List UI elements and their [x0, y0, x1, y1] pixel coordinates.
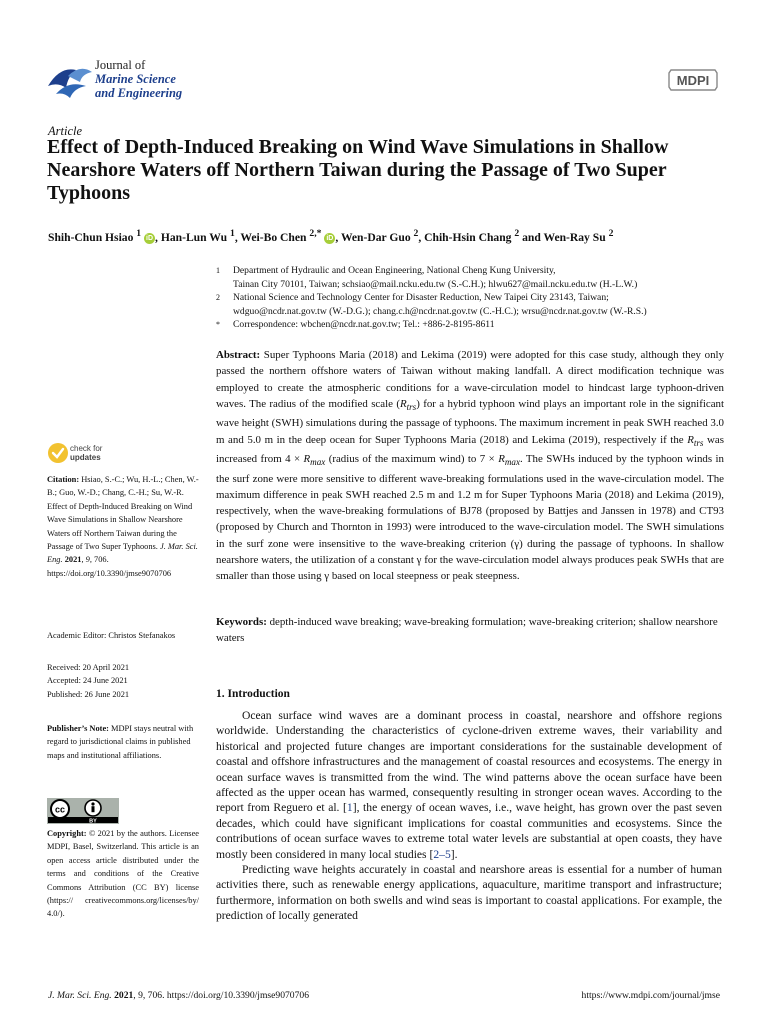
citation-block: Citation: Hsiao, S.-C.; Wu, H.-L.; Chen, W.-B.; Guo, W.-D.; Chang, C.-H.; Su, W.-R. Effect of Depth-Induced Breaking on Wind Wave Simulations in Shallow Nearshore Waters off Northern Taiwan during the Passage of Two Super Typhoons. J. Mar. Sci. Eng. 2021, 9, 706. https://doi.org/10.3390/jmse9070706	[47, 475, 199, 578]
abstract-text-1: Super Typhoons Maria (2018) and Lekima (2019) were adopted for this case study, although they only passed the northern offshore waters of Taiwan without making landfall. A direct modification technique was employed to create the atmospheric conditions for a wave-circulation model to hindcast large typhoon-driven waves. The radius of the modified scale (	[216, 349, 724, 410]
abstract	[216, 347, 724, 585]
affiliation-line	[216, 264, 726, 278]
intro-paragraph-1	[216, 708, 722, 862]
keywords	[216, 614, 724, 646]
affiliation-marker: *	[216, 320, 220, 330]
introduction-body	[216, 708, 722, 924]
citation-text: Hsiao, S.-C.; Wu, H.-L.; Chen, W.-B.; Guo, W.-D.; Chang, C.-H.; Su, W.-R. Effect of Depth-Induced Breaking on Wind Wave Simulations in Shallow Nearshore Waters off Northern Taiwan during the Passage of Two Super Typhoons.	[47, 475, 199, 552]
author-list: Shih-Chun Hsiao $^1$ iD , Han-Lun Wu $^1$, Wei-Bo Chen $^{2,*}$ iD , Wen-Dar Guo $^2$, Chih-Hsin Chang $^2$ and Wen-Ray Su $^2$	[48, 228, 614, 244]
journal-name-line2: Marine Science	[95, 72, 176, 86]
article-title: Effect of Depth-Induced Breaking on Wind Wave Simulations in Shallow Nearshore Waters off Northern Taiwan during the Passage of Two Super Typhoons	[47, 136, 669, 204]
received-date: Received: 20 April 2021	[47, 663, 130, 672]
publisher-note-text: MDPI stays neutral with regard to jurisdictional claims in published maps and institutional affiliations.	[47, 724, 194, 760]
author-name: Chih-Hsin Chang	[424, 230, 515, 244]
affiliation-marker: 2	[216, 293, 220, 303]
citation-label: Citation:	[47, 475, 80, 484]
article-type: Article	[48, 124, 83, 138]
cc-by-text: BY	[89, 818, 97, 824]
affiliation-line	[216, 318, 726, 332]
citation-link-1[interactable]: 1	[346, 801, 353, 815]
citation-link-2-5[interactable]: 2–5	[433, 847, 451, 861]
affiliation-line	[216, 278, 726, 292]
rrs-subscript: trs	[406, 402, 417, 413]
footer-journal: J. Mar. Sci. Eng.	[48, 990, 112, 1001]
affiliation-text: wdguo@ncdr.nat.gov.tw (W.-D.G.); chang.c.h@ncdr.nat.gov.tw (C.-H.C.); wrsu@ncdr.nat.gov.tw (W.-R.S.)	[233, 305, 647, 317]
affiliation-text: Correspondence: wbchen@ncdr.nat.gov.tw; Tel.: +886-2-8195-8611	[233, 319, 495, 331]
affiliation-line	[216, 291, 726, 305]
intro-text-1b: ], the energy of ocean waves, i.e., wave height, has grown over the past seven decades, which could have significant implications for coastal communities and ecosystems. Since the contributions of ocean surface waves to extreme total water levels are substantial at open coasts, they have mostly been considered in many local studies [	[216, 801, 722, 861]
journal-name	[95, 58, 182, 100]
rmax-symbol: R	[303, 453, 311, 466]
rmax-symbol-2: R	[498, 453, 505, 466]
intro-paragraph-2: Predicting wave heights accurately in coastal and nearshore areas is essential for a number of human activities there, such as renewable energy applications, aquaculture, maritime transport and infrastructure; furthermore, information on both swells and wind seas is important to coastal applications. For example, the prediction of locally generated	[216, 863, 722, 923]
rmax-subscript: max	[310, 457, 326, 468]
affiliation-marker	[216, 305, 233, 319]
copyright-label: Copyright:	[47, 829, 87, 838]
author-name: Shih-Chun Hsiao	[48, 230, 137, 244]
cc-by-license-icon[interactable]	[47, 798, 119, 824]
check-for-updates-line2: updates	[70, 453, 101, 462]
svg-text:cc: cc	[54, 804, 66, 815]
mdpi-logo	[667, 68, 719, 92]
rrs-symbol-2: R	[687, 433, 694, 446]
abstract-label: Abstract:	[216, 349, 261, 361]
keywords-text: depth-induced wave breaking; wave-breaking formulation; wave-breaking criterion; shallow nearshore waters	[216, 616, 718, 644]
footer-year: 2021	[114, 990, 134, 1001]
copyright-notice	[47, 827, 199, 921]
affiliation-text: Department of Hydraulic and Ocean Engineering, National Cheng Kung University,	[233, 265, 556, 276]
abstract-text-3: was increased from 4 ×	[216, 433, 724, 466]
affiliations	[216, 264, 726, 332]
copyright-text: © 2021 by the authors. Licensee MDPI, Basel, Switzerland. This article is an open access article distributed under the terms and conditions of the Creative Commons Attribution (CC BY) license (https:// creativecommons.org/licenses/by/ 4.0/).	[47, 829, 199, 919]
published-date: Published: 26 June 2021	[47, 689, 130, 699]
affiliation-text: Tainan City 70101, Taiwan; schsiao@mail.ncku.edu.tw (S.-C.H.); hlwu627@mail.ncku.edu.tw (H.-L.W.)	[233, 278, 638, 290]
check-for-updates-line1: check for	[70, 444, 103, 453]
rmax-subscript-2: max	[504, 457, 520, 468]
abstract-text-4: (radius of the maximum wind) to 7 ×	[325, 453, 499, 466]
citation-journal: J. Mar. Sci. Eng.	[47, 542, 198, 565]
mdpi-logo-text: MDPI	[676, 73, 710, 88]
check-for-updates-icon	[47, 442, 69, 464]
author-affiliation-marker: 1	[230, 228, 235, 239]
accepted-date: Accepted: 24 June 2021	[47, 676, 128, 686]
author-affiliation-marker: 2	[608, 228, 614, 239]
keywords-label: Keywords:	[216, 616, 267, 628]
footer-journal-url[interactable]: https://www.mdpi.com/journal/jmse	[581, 990, 720, 1001]
dates	[47, 661, 199, 701]
publisher-note	[47, 722, 199, 762]
rrs-symbol: R	[399, 397, 407, 410]
journal-name-line3: and Engineering	[95, 86, 183, 100]
authors-and: and	[522, 230, 544, 244]
author-affiliation-marker: 2,*	[309, 228, 322, 239]
academic-editor: Academic Editor: Christos Stefanakos	[47, 631, 176, 640]
orcid-icon[interactable]: iD	[146, 234, 154, 242]
citation-volume: 9	[85, 555, 90, 565]
footer-doi: , 9, 706. https://doi.org/10.3390/jmse9070706	[133, 990, 309, 1001]
publisher-note-label: Publisher’s Note:	[47, 724, 109, 733]
check-for-updates-badge[interactable]	[47, 442, 167, 468]
author-name: Wei-Bo Chen	[240, 230, 310, 244]
author-affiliation-marker: 2	[514, 228, 520, 239]
affiliation-marker	[216, 278, 233, 292]
citation-year: 2021	[64, 555, 82, 565]
author-affiliation-marker: 1	[136, 228, 142, 239]
footer-citation	[48, 990, 309, 1001]
author-name: Han-Lun Wu	[160, 230, 230, 244]
journal-name-line1: Journal of	[95, 58, 146, 72]
intro-text-1c: ].	[450, 847, 458, 861]
intro-text-1a: Ocean surface wind waves are a dominant process in coastal, nearshore and offshore regions worldwide. Understanding the characteristics of cyclone-driven extreme waves, their variability and historical and projected future changes are important considerations for the sustainable development of coastal and offshore infrastructures and the management of coastal resources and ecosystems. The energy in ocean surface waves is transmitted from the wind. The wind patterns above the ocean surface have been affected as the upper ocean has warmed, consequently resulting in stronger ocean waves. According to the report from Reguero et al. [	[216, 709, 722, 815]
affiliation-text: National Science and Technology Center for Disaster Reduction, New Taipei City 23143, Taiwan;	[233, 292, 609, 304]
author-name: Wen-Dar Guo	[340, 230, 414, 244]
section-title: 1. Introduction	[216, 688, 290, 700]
affiliation-marker: 1	[216, 266, 220, 275]
orcid-icon[interactable]: iD	[326, 234, 334, 242]
rrs-subscript-2: trs	[693, 437, 704, 448]
author-affiliation-marker: 2	[413, 228, 419, 239]
abstract-text-2: ) for a hybrid typhoon wind plays an important role in the significant wave height (SWH) simulations during the passage of typhoons. The maximum increment in peak SWH reached 3.0 m and 5.0 m in the deep ocean for Super Typhoons Maria (2018) and Lekima (2019), respectively if the	[216, 397, 725, 446]
affiliation-line	[216, 305, 726, 319]
abstract-text-5: . The SWHs induced by the typhoon winds in the surf zone were more sensitive to different wave-breaking formulations used in the wave-circulation model. The maximum difference in peak SWH reached 2.5 m and 1.2 m for Super Typhoons Maria (2018) and Lekima (2019), respectively, when the wave-breaking formulations of BJ78 (proposed by Battjes and Janssen in 1978) and CT93 (proposed by Church and Thornton in 1993) were introduced to the wave-circulation model. The SWH simulations in the surf zone were insensitive to the wave-breaking criterion (γ) during the passage of typhoons. In shallow nearshore waters, the utilization of a constant γ for the wave-circulation model always produces peak SWHs that are smaller than those using γ based on local steepness or peak steepness.	[216, 453, 724, 583]
citation-rest: , 706. https://doi.org/10.3390/jmse9070706	[47, 555, 172, 578]
author-name: Wen-Ray Su	[543, 230, 609, 244]
